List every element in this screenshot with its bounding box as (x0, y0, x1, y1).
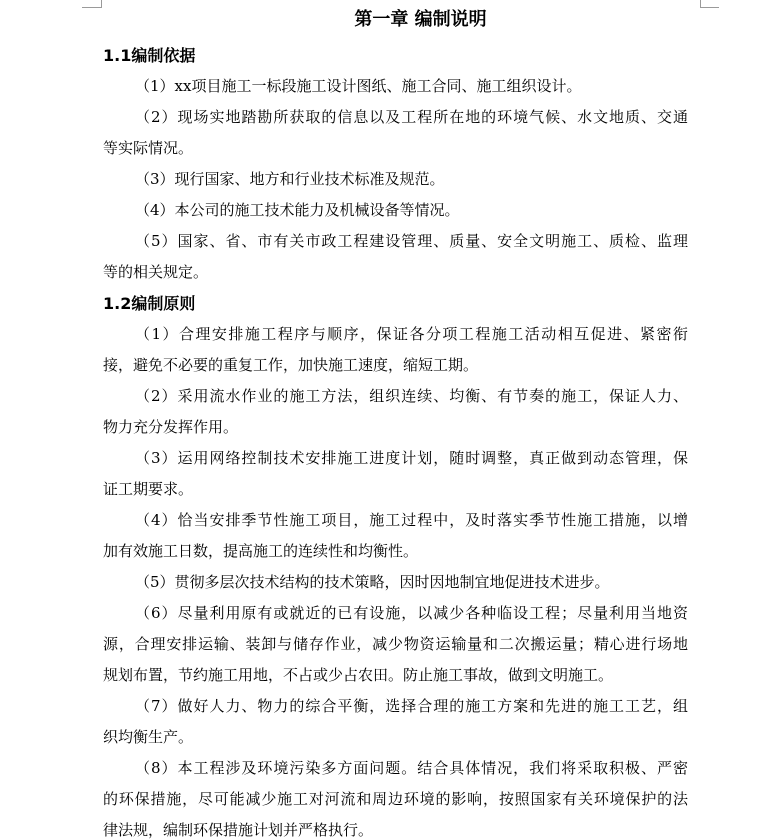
paragraph-line: （6）尽量利用原有或就近的已有设施，以减少各种临设工程；尽量利用当地资 (135, 604, 688, 622)
paragraph-line: 物力充分发挥作用。 (103, 418, 239, 436)
paragraph-line: 等实际情况。 (103, 139, 194, 157)
paragraph-line: 等的相关规定。 (103, 263, 209, 281)
paragraph (103, 567, 688, 598)
paragraph-line: （7）做好人力、物力的综合平衡，选择合理的施工方案和先进的施工工艺，组 (135, 697, 688, 715)
paragraph-line: （2）现场实地踏勘所获取的信息以及工程所在地的环境气候、水文地质、交通 (135, 108, 688, 126)
paragraph-line: 律法规，编制环保措施计划并严格执行。 (103, 821, 374, 839)
paragraph-line: 源，合理安排运输、装卸与储存作业，减少物资运输量和二次搬运量；精心进行场地 (103, 635, 688, 653)
chapter-title: 第一章 编制说明 (354, 9, 487, 30)
paragraph-line: （1）xx项目施工一标段施工设计图纸、施工合同、施工组织设计。 (135, 77, 582, 95)
margin-corner-mark-top-left (82, 7, 101, 8)
section-heading: 1.2编制原则 (103, 294, 196, 313)
section-heading: 1.1编制依据 (103, 46, 196, 65)
paragraph (103, 102, 688, 164)
paragraph (103, 381, 688, 443)
margin-corner-mark-top-left (101, 0, 102, 8)
document-body (103, 40, 688, 839)
paragraph-line: （4）本公司的施工技术能力及机械设备等情况。 (135, 201, 460, 219)
paragraph (103, 71, 688, 102)
paragraph (103, 598, 688, 691)
paragraph-line: （3）现行国家、地方和行业技术标准及规范。 (135, 170, 445, 188)
paragraph (103, 195, 688, 226)
paragraph-line: （1）合理安排施工程序与顺序，保证各分项工程施工活动相互促进、紧密衔 (135, 325, 688, 343)
paragraph (103, 164, 688, 195)
paragraph-line: 接，避免不必要的重复工作，加快施工速度，缩短工期。 (103, 356, 479, 374)
paragraph-line: 加有效施工日数，提高施工的连续性和均衡性。 (103, 542, 419, 560)
paragraph (103, 753, 688, 839)
paragraph (103, 505, 688, 567)
paragraph-line: （3）运用网络控制技术安排施工进度计划，随时调整，真正做到动态管理，保 (135, 449, 688, 467)
margin-corner-mark-top-right (700, 7, 719, 8)
paragraph-line: （5）贯彻多层次技术结构的技术策略，因时因地制宜地促进技术进步。 (135, 573, 610, 591)
paragraph-line: （5）国家、省、市有关市政工程建设管理、质量、安全文明施工、质检、监理 (135, 232, 688, 250)
paragraph-line: 的环保措施，尽可能减少施工对河流和周边环境的影响，按照国家有关环境保护的法 (103, 790, 688, 808)
paragraph (103, 691, 688, 753)
margin-corner-mark-top-right (700, 0, 701, 8)
paragraph-line: （2）采用流水作业的施工方法，组织连续、均衡、有节奏的施工，保证人力、 (135, 387, 688, 405)
paragraph (103, 226, 688, 288)
paragraph (103, 319, 688, 381)
paragraph (103, 443, 688, 505)
paragraph-line: 织均衡生产。 (103, 728, 194, 746)
paragraph-line: 规划布置，节约施工用地，不占或少占农田。防止施工事故，做到文明施工。 (103, 666, 614, 684)
paragraph-line: （8）本工程涉及环境污染多方面问题。结合具体情况，我们将采取积极、严密 (135, 759, 688, 777)
paragraph-line: （4）恰当安排季节性施工项目，施工过程中，及时落实季节性施工措施，以增 (135, 511, 688, 529)
paragraph-line: 证工期要求。 (103, 480, 194, 498)
